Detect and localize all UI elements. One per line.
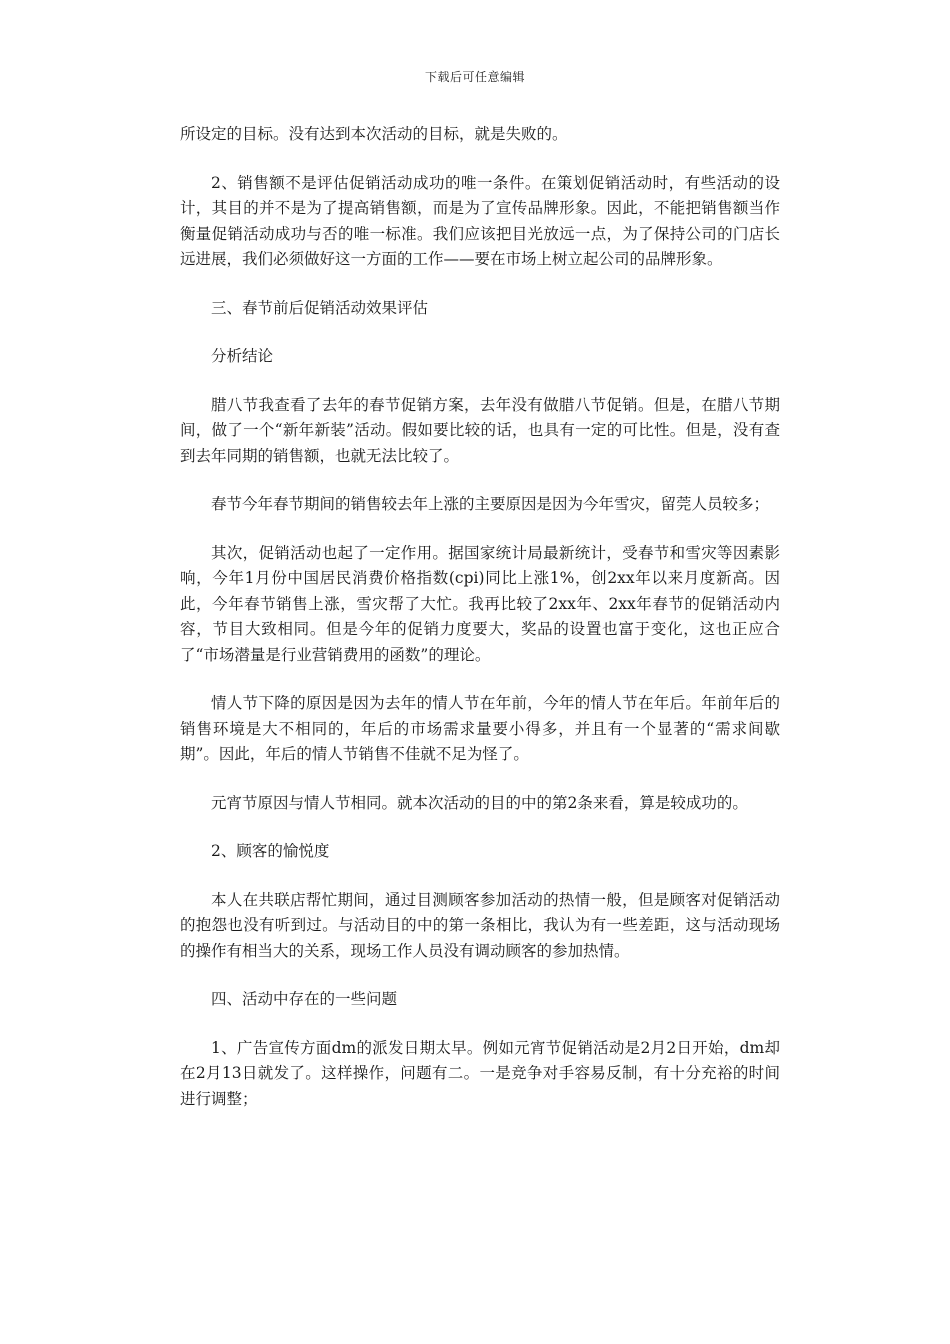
section-heading: 四、活动中存在的一些问题 [211, 990, 398, 1008]
paragraph: 所设定的目标。没有达到本次活动的目标，就是失败的。 [180, 125, 568, 143]
paragraph: 腊八节我查看了去年的春节促销方案，去年没有做腊八节促销。但是，在腊八节期间，做了一个“新年新装”活动。假如要比较的话，也具有一定的可比性。但是，没有查到去年同期的销售额，也就无法比较了。 [180, 395, 780, 465]
section-heading: 三、春节前后促销活动效果评估 [211, 298, 429, 317]
paragraph: 元宵节原因与情人节相同。就本次活动的目的中的第2条来看，算是较成功的。 [211, 793, 748, 812]
paragraph: 情人节下降的原因是因为去年的情人节在年前，今年的情人节在年后。年前年后的销售环境是大不相同的，年后的市场需求量要小得多，并且有一个显著的“需求间歇期”。因此，年后的情人节销售不佳就不足为怪了。 [180, 694, 780, 763]
subheading: 2、顾客的愉悦度 [211, 842, 330, 860]
paragraph: 春节今年春节期间的销售较去年上涨的主要原因是因为今年雪灾，留莞人员较多； [211, 495, 770, 513]
paragraph: 本人在共联店帮忙期间，通过目测顾客参加活动的热情一般，但是顾客对促销活动的抱怨也没有听到过。与活动目的中的第一条相比，我认为有一些差距，这与活动现场的操作有相当大的关系，现场工作人员没有调动顾客的参加热情。 [180, 890, 780, 960]
paragraph: 1、广告宣传方面dm的派发日期太早。例如元宵节促销活动是2月2日开始，dm却在2月13日就发了。这样操作，问题有二。一是竞争对手容易反制，有十分充裕的时间进行调整； [180, 1038, 780, 1108]
page-header: 下载后可任意编辑 [424, 70, 525, 84]
document-body [180, 122, 780, 1135]
paragraph: 其次，促销活动也起了一定作用。据国家统计局最新统计，受春节和雪灾等因素影响，今年1月份中国居民消费价格指数(cpi)同比上涨1%，创2xx年以来月度新高。因此，今年春节销售上涨，雪灾帮了大忙。我再比较了2xx年、2xx年春节的促销活动内容，节目大致相同。但是今年的促销力度要大，奖品的设置也富于变化，这也正应合了“市场潜量是行业营销费用的函数”的理论。 [180, 543, 780, 664]
subheading: 分析结论 [211, 347, 274, 365]
paragraph: 2、销售额不是评估促销活动成功的唯一条件。在策划促销活动时，有些活动的设计，其目的并不是为了提高销售额，而是为了宣传品牌形象。因此，不能把销售额当作衡量促销活动成功与否的唯一标准。我们应该把目光放远一点，为了保持公司的门店长远进展，我们必须做好这一方面的工作——要在市场上树立起公司的品牌形象。 [180, 173, 780, 268]
